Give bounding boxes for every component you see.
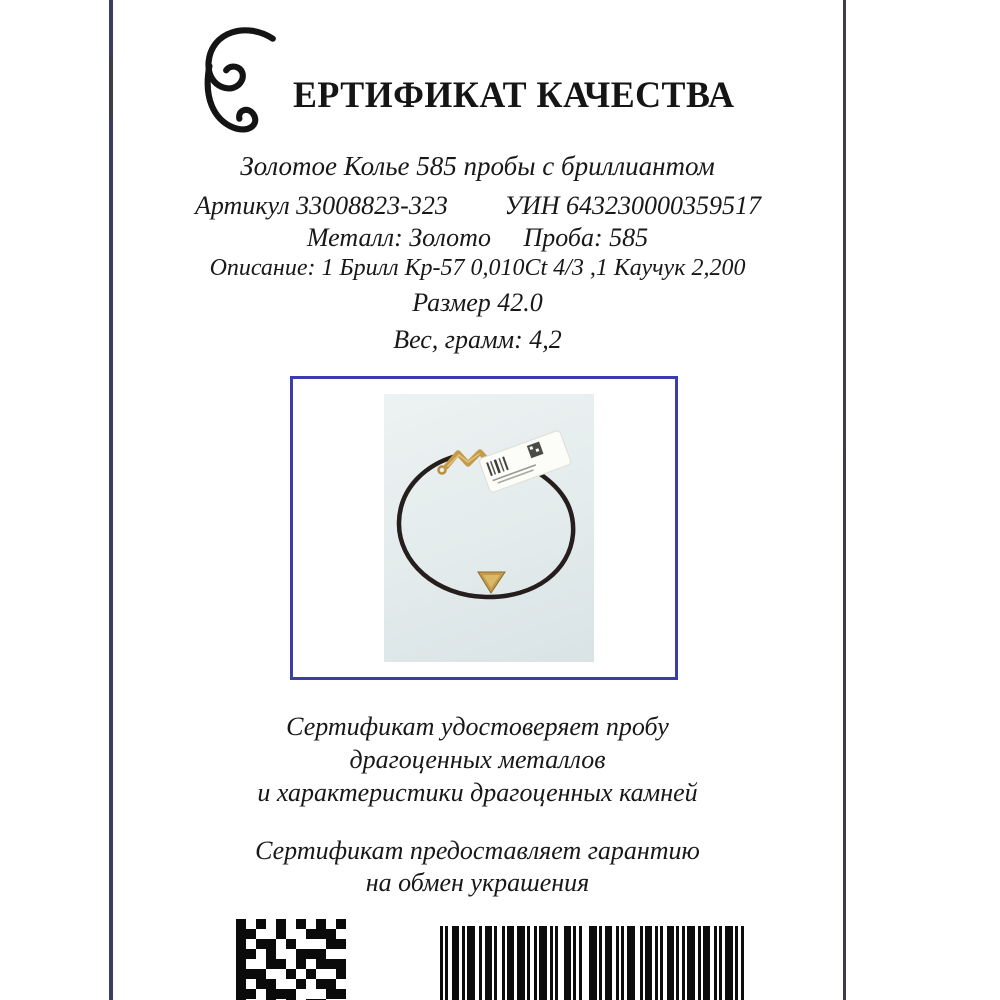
statement-certify-line3: и характеристики драгоценных камней	[257, 778, 698, 807]
metal-fineness-row	[110, 223, 845, 253]
barcode	[440, 926, 752, 1000]
datamatrix-code	[236, 919, 346, 1000]
statement-warranty-line1: Сертификат предоставляет гарантию	[255, 836, 700, 865]
product-name: Золотое Колье 585 пробы с бриллиантом	[240, 151, 715, 181]
gold-pendant-icon	[478, 572, 505, 593]
statement-certify-line1: Сертификат удостоверяет пробу	[286, 712, 669, 741]
description-line: Описание: 1 Брилл Кр-57 0,010Ct 4/3 ,1 Каучук 2,200	[209, 255, 746, 281]
article-uin-row	[195, 191, 761, 221]
calligraphic-initial-icon	[198, 22, 286, 138]
statement-warranty-line2: на обмен украшения	[365, 868, 590, 897]
article-number: Артикул 33008823-323	[195, 191, 448, 220]
uin-number: УИН 643230000359517	[504, 191, 761, 220]
fineness-value: Проба: 585	[523, 223, 649, 252]
photo-frame	[290, 376, 678, 680]
size-line: Размер 42.0	[412, 288, 543, 317]
page-title: ЕРТИФИКАТ КАЧЕСТВА	[293, 75, 735, 116]
price-tag	[478, 430, 571, 493]
product-photo	[384, 394, 594, 662]
metal-value: Металл: Золото	[306, 223, 491, 252]
weight-line: Вес, грамм: 4,2	[393, 325, 562, 354]
necklace-image	[384, 394, 594, 662]
statement-certify-line2: драгоценных металлов	[349, 745, 606, 774]
